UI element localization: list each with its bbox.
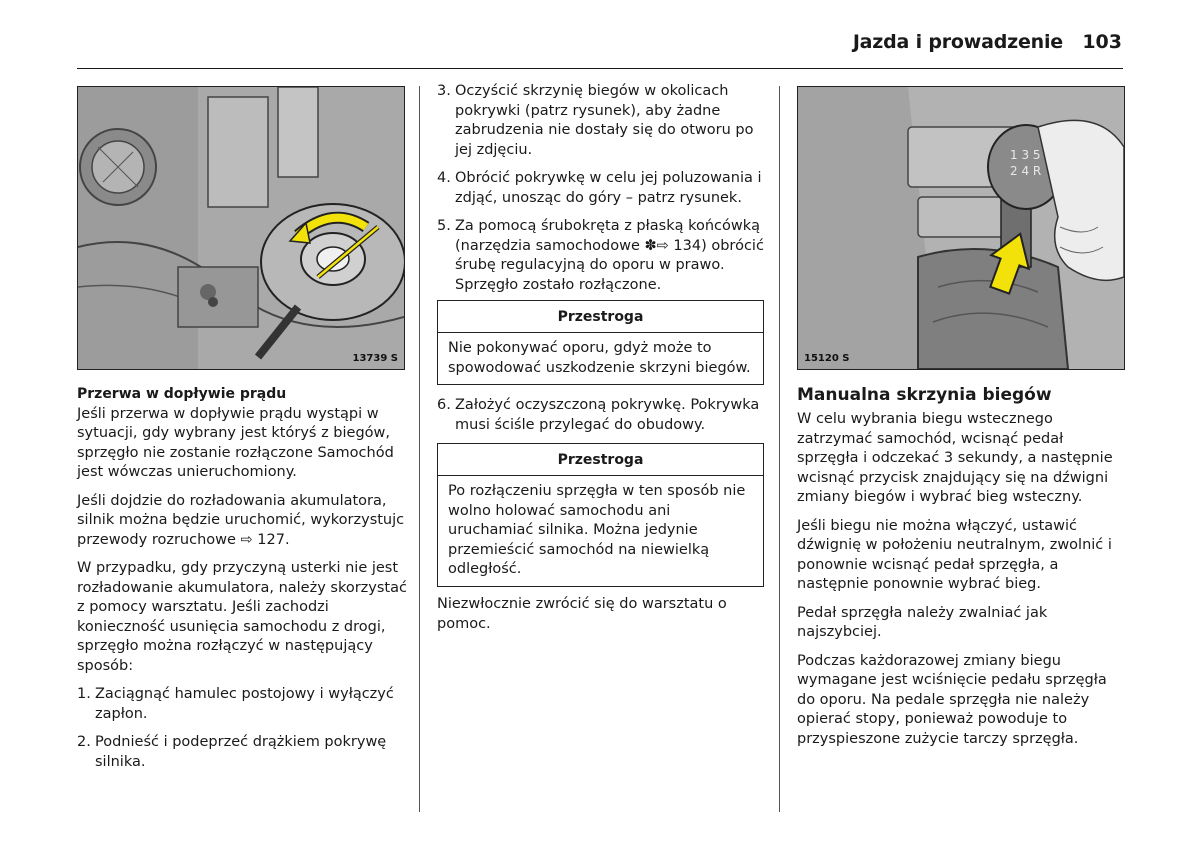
step-text: Za pomocą śrubokręta z płaską końcówką (narzędzia samochodowe ✽⇨ 134) obrócić śrubę regulacyjną do oporu w prawo. Sprzęgło zostało rozłączone.: [455, 218, 764, 293]
step-text: Podnieść i podeprzeć drążkiem pokrywę silnika.: [95, 734, 387, 770]
section-heading-manual-gearbox: Manualna skrzynia biegów: [797, 385, 1052, 405]
step-number: 4.: [437, 170, 451, 186]
gearbox-cover-illustration: [77, 86, 405, 370]
paragraph: Jeśli przerwa w dopływie prądu wystąpi w sytuacji, gdy wybrany jest któryś z biegów, sprzęgło nie zostanie rozłączone Samochód jest wówczas unieruchomiony.: [77, 405, 394, 480]
step-text: Oczyścić skrzynię biegów w okolicach pokrywki (patrz rysunek), aby żadne zabrudzenia nie dostały się do otworu po jej zdjęciu.: [455, 83, 754, 158]
section-heading-power-outage: Przerwa w dopływie prądu: [77, 386, 287, 402]
warning-box-caution-1: [437, 300, 764, 385]
list-item: [77, 685, 407, 724]
warning-text: Nie pokonywać oporu, gdyż może to spowodować uszkodzenie skrzyni biegów.: [448, 340, 751, 376]
middle-column-steps-b: [437, 396, 767, 444]
column-divider-left: [419, 86, 420, 812]
paragraph: Pedał sprzęgła należy zwalniać jak najszybciej.: [797, 604, 1048, 640]
header-rule: [77, 68, 1123, 69]
middle-column-steps-a: [437, 82, 767, 304]
paragraph: Jeśli dojdzie do rozładowania akumulatora, silnik można będzie uruchomić, wykorzystujc przewody rozruchowe ⇨ 127.: [77, 492, 405, 548]
paragraph: Jeśli biegu nie można włączyć, ustawić dźwignię w położeniu neutralnym, zwolnić i ponownie wcisnąć pedał sprzęgła, a następnie ponownie wybrać bieg.: [797, 517, 1112, 592]
column-divider-right: [779, 86, 780, 812]
warning-box-caution-2: [437, 443, 764, 587]
warning-title: Przestroga: [438, 444, 763, 476]
svg-text:1 3 5: 1 3 5: [1010, 148, 1041, 162]
step-number: 6.: [437, 397, 451, 413]
paragraph: W celu wybrania biegu wstecznego zatrzymać samochód, wcisnąć pedał sprzęgła i odczekać 3 sekundy, a następnie wcisnąć przycisk znajdujący się na dźwigni zmiany biegów i wybrać bieg wsteczny.: [797, 411, 1113, 505]
paragraph: Podczas każdorazowej zmiany biegu wymagane jest wciśnięcie pedału sprzęgła do oporu. Na pedale sprzęgła nie należy opierać stopy, ponieważ powoduje to przyspieszone zużycie tarczy sprzęgła.: [797, 652, 1107, 747]
step-number: 1.: [77, 686, 91, 702]
paragraph: Niezwłocznie zwrócić się do warsztatu o pomoc.: [437, 596, 727, 632]
page-number: 103: [1082, 31, 1122, 53]
list-item: [437, 217, 767, 295]
step-list: [437, 396, 767, 435]
step-text: Założyć oczyszczoną pokrywkę. Pokrywka musi ściśle przylegać do obudowy.: [455, 397, 760, 433]
svg-text:2 4 R: 2 4 R: [1010, 164, 1042, 178]
list-item: [437, 82, 767, 160]
warning-title: Przestroga: [438, 301, 763, 333]
step-text: Obrócić pokrywkę w celu jej poluzowania i zdjąć, unosząc do góry – patrz rysunek.: [455, 170, 762, 206]
list-item: [437, 396, 767, 435]
middle-column-closing: [437, 595, 757, 643]
step-number: 5.: [437, 218, 451, 234]
figure-code: 13739 S: [352, 353, 398, 364]
list-item: [437, 169, 767, 208]
step-list: [437, 82, 767, 295]
figure-code: 15120 S: [804, 353, 850, 364]
chapter-title: Jazda i prowadzenie: [852, 31, 1063, 53]
step-text: Zaciągnąć hamulec postojowy i wyłączyć zapłon.: [95, 686, 394, 722]
step-number: 2.: [77, 734, 91, 750]
left-column-text: [77, 385, 407, 781]
gear-lever-illustration: [797, 86, 1125, 370]
step-number: 3.: [437, 83, 451, 99]
right-column-text: [797, 410, 1127, 758]
paragraph: W przypadku, gdy przyczyną usterki nie jest rozładowanie akumulatora, należy skorzystać z pomocy warsztatu. Jeśli zachodzi konieczność usunięcia samochodu z drogi, sprzęgło można rozłączyć w następujący sposób:: [77, 560, 407, 674]
list-item: [77, 733, 407, 772]
step-list: [77, 685, 407, 772]
warning-text: Po rozłączeniu sprzęgła w ten sposób nie wolno holować samochodu ani uruchamiać silnika. Można jedynie przemieścić samochód na niewielką odległość.: [448, 483, 746, 577]
